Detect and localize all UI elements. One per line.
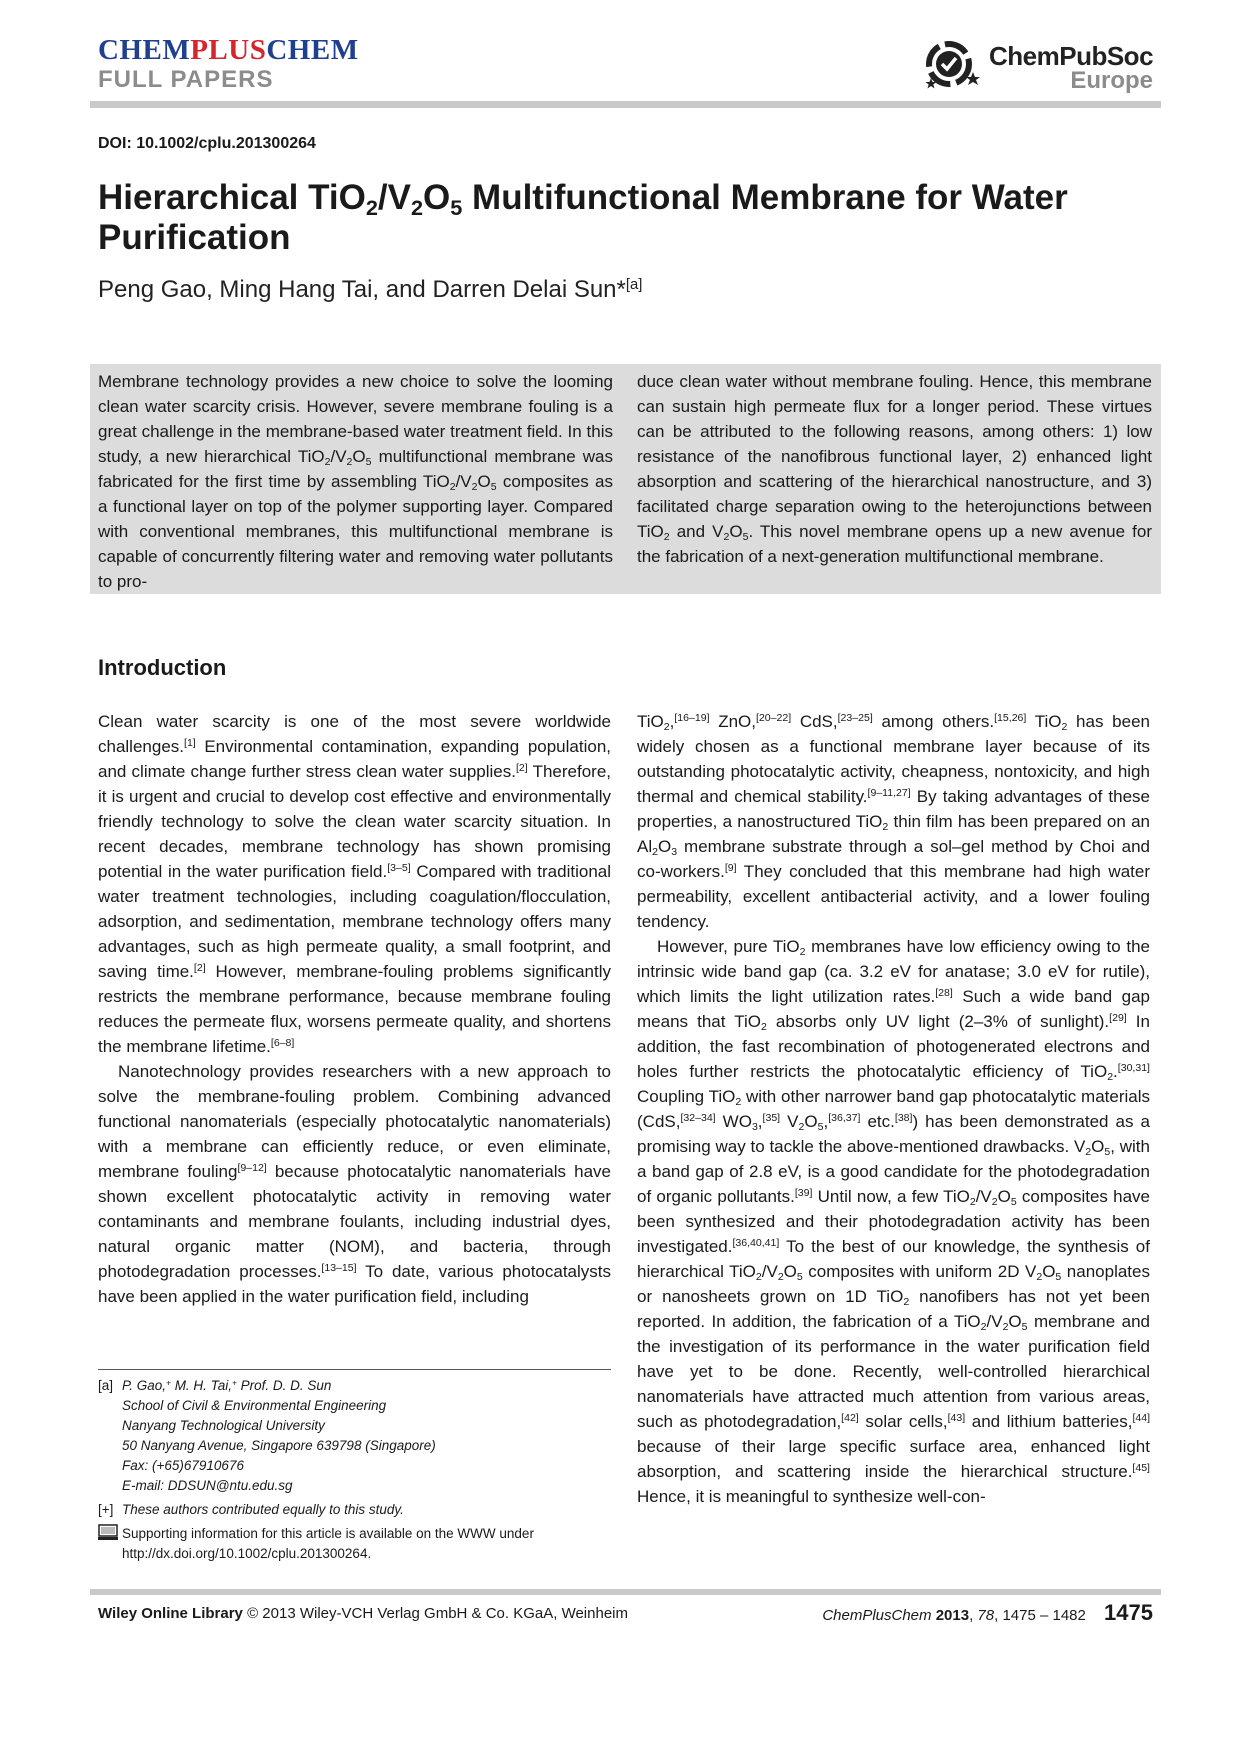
section-heading-introduction: Introduction [98, 655, 227, 680]
footnote-text: These authors contributed equally to this study. [122, 1502, 404, 1517]
journal-header [98, 34, 359, 94]
paragraph: Nanotechnology provides researchers with a new approach to solve the membrane-fouling problem. Combining advanced functional nanomaterials (especially photocatalytic nanomaterials) with a membrane can efficiently reduce, or even eliminate, membrane fouling[9–12] because photocatalytic nanomaterials have shown excellent photocatalytic activity in removing water contaminants and membrane foulants, including industrial dyes, natural organic matter (NOM), and bacteria, through photodegradation processes.[13–15] To date, various photocatalysts have been applied in the water purification field, including [98, 1062, 612, 1306]
body-right-column [637, 709, 1150, 1509]
page-number: 1475 [1104, 1600, 1153, 1625]
footer-right: ChemPlusChem 2013, 78, 1475 – 1482 1475 [822, 1600, 1153, 1625]
abstract-box [90, 364, 1161, 594]
header-rule [90, 101, 1161, 108]
publisher-logo [923, 38, 1153, 98]
body-left-column [98, 709, 611, 1309]
affiliation-footnote [98, 1376, 611, 1396]
author-names: P. Gao,+ M. H. Tai,+ Prof. D. D. Sun [122, 1377, 332, 1393]
footnote-rule [98, 1369, 611, 1370]
wiley-online-library: Wiley Online Library [98, 1605, 243, 1622]
affiliation-line: 50 Nanyang Avenue, Singapore 639798 (Singapore) [122, 1438, 436, 1453]
article-title: Hierarchical $TiO_2/V_2O_5$ Multifunctional Membrane for Water Purification [98, 178, 1068, 257]
logo-text-chempubsoc: ChemPubSoc [989, 41, 1154, 71]
affiliation-line: Fax: (+65)67910676 [122, 1458, 244, 1473]
footer-year: 2013 [935, 1607, 970, 1624]
authors: Peng Gao, Ming Hang Tai, and Darren Delai Sun*[a] [98, 276, 643, 303]
paragraph: Clean water scarcity is one of the most severe worldwide challenges.[1] Environmental contamination, expanding population, and climate change further stress clean water supplies.[2] Therefore, it is urgent and crucial to develop cost effective and environmentally friendly technology to solve the clean water scarcity situation. In recent decades, membrane technology has shown promising potential in the water purification field.[3–5] Compared with traditional water treatment technologies, including coagulation/flocculation, adsorption, and sedimentation, membrane technology offers many advantages, such as high permeate quality, a small footprint, and saving time.[2] However, membrane-fouling problems significantly restricts the membrane performance, because membrane fouling reduces the permeate flux, worsens permeate quality, and shortens the membrane lifetime.[6–8] [98, 712, 611, 1056]
section-label: FULL PAPERS [98, 66, 274, 93]
footer-volume: 78 [977, 1607, 995, 1624]
paragraph: However, pure TiO$_2$ membranes have low efficiency owing to the intrinsic wide band gap (ca. 3.2 eV for anatase; 3.0 eV for rutile), which limits the light utilization rates.[28] Such a wide band gap means that TiO$_2$ absorbs only UV light (2–3% of sunlight).[29] In addition, the fast recombination of photogenerated electrons and holes further restricts the photocatalytic efficiency of TiO$_2$.[30,31] Coupling TiO$_2$ with other narrower band gap photocatalytic materials (CdS,[32–34] $WO_3,[35]$ $V_2O_5,[36,37]$ etc.[38]) has been demonstrated as a promising way to tackle the above-mentioned drawbacks. $V_2O_5$, with a band gap of 2.8 eV, is a good candidate for the photodegradation of organic pollutants.[39] Until now, a few $TiO_2/V_2O_5$ composites have been synthesized and their photodegradation activity has been investigated.[36,40,41] To the best of our knowledge, the synthesis of hierarchical $TiO_2/V_2O_5$ composites with uniform 2D $V_2O_5$ nanoplates or nanosheets grown on 1D TiO$_2$ nanofibers has not yet been reported. In addition, the fabrication of a $TiO_2/V_2O_5$ membrane and the investigation of its performance in the water purification field have yet to be done. Recently, well-controlled hierarchical nanomaterials have attracted much attention from various areas, such as photodegradation,[42] solar cells,[43] and lithium batteries,[44] because of their large specific surface area, enhanced light absorption, and scattering inside the hierarchical structure.[45] Hence, it is meaningful to synthesize well-con- [637, 937, 1151, 1506]
logo-text-europe: Europe [1070, 67, 1153, 94]
affiliation-line: Nanyang Technological University [122, 1418, 325, 1433]
copyright: © 2013 Wiley-VCH Verlag GmbH & Co. KGaA, Weinheim [247, 1605, 628, 1622]
star-seal-icon [923, 38, 985, 94]
paragraph: TiO$_2$,[16–19] ZnO,[20–22] CdS,[23–25] among others.[15,26] TiO$_2$ has been widely chosen as a functional membrane layer because of its outstanding photocatalytic activity, cheapness, nontoxicity, and high thermal and chemical stability.[9–11,27] By taking advantages of these properties, a nanostructured TiO$_2$ thin film has been prepared on an $Al_2O_3$ membrane substrate through a sol–gel method by Choi and co-workers.[9] They concluded that this membrane had high water permeability, excellent antibacterial activity, and a lower fouling tendency. [637, 712, 1151, 931]
footnote-text: Supporting information for this article is available on the WWW under http://dx.doi.org/10.1002/cplu.201300264. [122, 1526, 534, 1561]
doi: DOI: 10.1002/cplu.201300264 [98, 135, 316, 152]
footer-pages: 1475 – 1482 [1002, 1607, 1086, 1624]
abstract-right-column: duce clean water without membrane fouling. Hence, this membrane can sustain high permeate flux for a longer period. These virtues can be attributed to the following reasons, among others: 1) low resistance of the nanofibrous functional layer, 2) enhanced light absorption and scattering of the hierarchical nanostructure, and 3) facilitated charge separation owing to the heterojunctions between TiO$_2$ and $V_2O_5$. This novel membrane opens up a new avenue for the fabrication of a next-generation multifunctional membrane. [637, 372, 1152, 566]
footnotes [98, 1376, 611, 1564]
equal-contribution-footnote [98, 1500, 611, 1520]
journal-name: CHEMPLUSCHEM [98, 34, 359, 66]
affiliation-line: School of Civil & Environmental Engineering [122, 1398, 387, 1413]
footer-rule [90, 1589, 1161, 1595]
footer-journal: ChemPlusChem [822, 1607, 932, 1624]
footer-left [98, 1605, 628, 1622]
computer-icon [98, 1524, 122, 1564]
footnote-marker: [a] [98, 1378, 114, 1393]
abstract-left-column: Membrane technology provides a new choice to solve the looming clean water scarcity crisis. However, severe membrane fouling is a great challenge in the membrane-based water treatment field. In this study, a new hierarchical $TiO_2/V_2O_5$ multifunctional membrane was fabricated for the first time by assembling $TiO_2/V_2O_5$ composites as a functional layer on top of the polymer supporting layer. Compared with conventional membranes, this multifunctional membrane is capable of concurrently filtering water and removing water pollutants to pro- [98, 372, 614, 591]
supporting-info-footnote [98, 1524, 611, 1564]
footnote-marker: [+] [98, 1502, 114, 1517]
affiliation-line: E-mail: DDSUN@ntu.edu.sg [122, 1478, 293, 1493]
